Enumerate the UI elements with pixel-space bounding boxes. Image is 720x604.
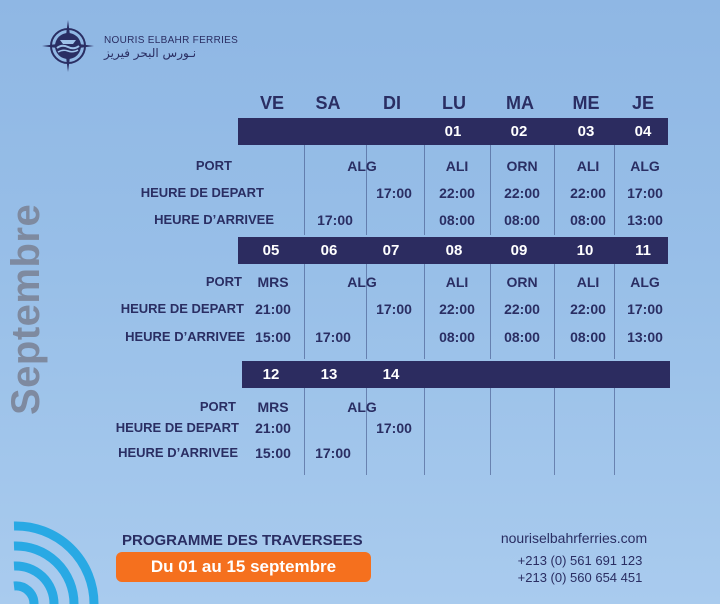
- divider: [554, 387, 555, 475]
- date-cell: 13: [320, 366, 338, 383]
- arrivee-cell: 17:00: [315, 445, 351, 461]
- port-cell: ALG: [630, 274, 660, 290]
- phone-number-1: +213 (0) 561 691 123: [517, 553, 643, 568]
- divider: [424, 145, 425, 235]
- divider: [614, 387, 615, 475]
- brand-name: NOURIS ELBAHR FERRIES: [104, 35, 239, 46]
- divider: [490, 387, 491, 475]
- website-link[interactable]: nouriselbahrferries.com: [500, 530, 648, 546]
- port-cell: ALI: [445, 274, 469, 290]
- divider: [490, 145, 491, 235]
- arrivee-cell: 08:00: [504, 212, 540, 228]
- row-label-port: PORT: [199, 399, 236, 414]
- date-cell: 11: [635, 242, 651, 259]
- program-title: PROGRAMME DES TRAVERSEES: [122, 532, 363, 549]
- row-label-arrivee: HEURE D’ARRIVEE: [154, 212, 274, 227]
- day-header: VE: [259, 93, 284, 113]
- arrivee-cell: 13:00: [627, 329, 663, 345]
- port-cell: MRS: [257, 274, 289, 290]
- arrivee-cell: 08:00: [439, 329, 475, 345]
- signal-waves-icon: [8, 508, 108, 604]
- port-cell: MRS: [257, 399, 289, 415]
- date-range-badge: Du 01 au 15 septembre: [116, 552, 371, 582]
- row-label-arrivee: HEURE D’ARRIVEE: [118, 445, 238, 460]
- date-cell: 10: [576, 242, 594, 259]
- port-cell: ORN: [506, 158, 538, 174]
- row-label-port: PORT: [205, 274, 242, 289]
- date-cell: 09: [510, 242, 528, 259]
- port-cell: ALG: [347, 399, 377, 415]
- row-label-arrivee: HEURE D’ARRIVEE: [125, 329, 245, 344]
- divider: [554, 264, 555, 359]
- compass-ship-logo-icon: [40, 18, 96, 74]
- day-header: ME: [572, 93, 600, 113]
- row-label-depart: HEURE DE DEPART: [120, 301, 244, 316]
- depart-cell: 22:00: [439, 185, 475, 201]
- day-header: SA: [315, 93, 341, 113]
- arrivee-cell: 15:00: [255, 445, 291, 461]
- divider: [304, 145, 305, 235]
- day-header: DI: [383, 93, 401, 113]
- row-label-port: PORT: [195, 158, 232, 173]
- date-cell: 06: [320, 242, 338, 259]
- date-cell: 03: [577, 123, 595, 140]
- arrivee-cell: 15:00: [255, 329, 291, 345]
- date-cell: 08: [445, 242, 463, 259]
- port-cell: ORN: [506, 274, 538, 290]
- depart-cell: 22:00: [504, 301, 540, 317]
- arrivee-cell: 08:00: [504, 329, 540, 345]
- brand-name-arabic: نـورس البحر فيريز: [104, 46, 197, 60]
- port-cell: ALG: [630, 158, 660, 174]
- arrivee-cell: 13:00: [627, 212, 663, 228]
- divider: [424, 264, 425, 359]
- port-cell: ALI: [576, 158, 600, 174]
- depart-cell: 21:00: [255, 420, 291, 436]
- port-cell: ALI: [576, 274, 600, 290]
- date-cell: 07: [382, 242, 400, 259]
- date-cell: 14: [382, 366, 400, 383]
- depart-cell: 17:00: [376, 185, 412, 201]
- date-cell: 12: [262, 366, 280, 383]
- divider: [490, 264, 491, 359]
- date-cell: 01: [444, 123, 462, 140]
- date-cell: 04: [634, 123, 652, 140]
- port-cell: ALG: [347, 158, 377, 174]
- divider: [304, 387, 305, 475]
- arrivee-cell: 08:00: [570, 212, 606, 228]
- arrivee-cell: 17:00: [315, 329, 351, 345]
- depart-cell: 17:00: [376, 301, 412, 317]
- arrivee-cell: 08:00: [570, 329, 606, 345]
- port-cell: ALG: [347, 274, 377, 290]
- phone-number-2: +213 (0) 560 654 451: [517, 570, 643, 585]
- divider: [554, 145, 555, 235]
- month-label: Septembre: [4, 203, 48, 415]
- date-cell: 05: [262, 242, 280, 259]
- depart-cell: 21:00: [255, 301, 291, 317]
- depart-cell: 22:00: [570, 185, 606, 201]
- depart-cell: 17:00: [627, 301, 663, 317]
- depart-cell: 17:00: [376, 420, 412, 436]
- depart-cell: 22:00: [439, 301, 475, 317]
- day-header: JE: [631, 93, 655, 113]
- row-label-depart: HEURE DE DEPART: [115, 420, 239, 435]
- divider: [424, 387, 425, 475]
- date-cell: 02: [510, 123, 528, 140]
- arrivee-cell: 17:00: [317, 212, 353, 228]
- day-header: MA: [506, 93, 534, 113]
- arrivee-cell: 08:00: [439, 212, 475, 228]
- port-cell: ALI: [445, 158, 469, 174]
- day-header: LU: [442, 93, 466, 113]
- row-label-depart: HEURE DE DEPART: [140, 185, 264, 200]
- depart-cell: 17:00: [627, 185, 663, 201]
- depart-cell: 22:00: [570, 301, 606, 317]
- depart-cell: 22:00: [504, 185, 540, 201]
